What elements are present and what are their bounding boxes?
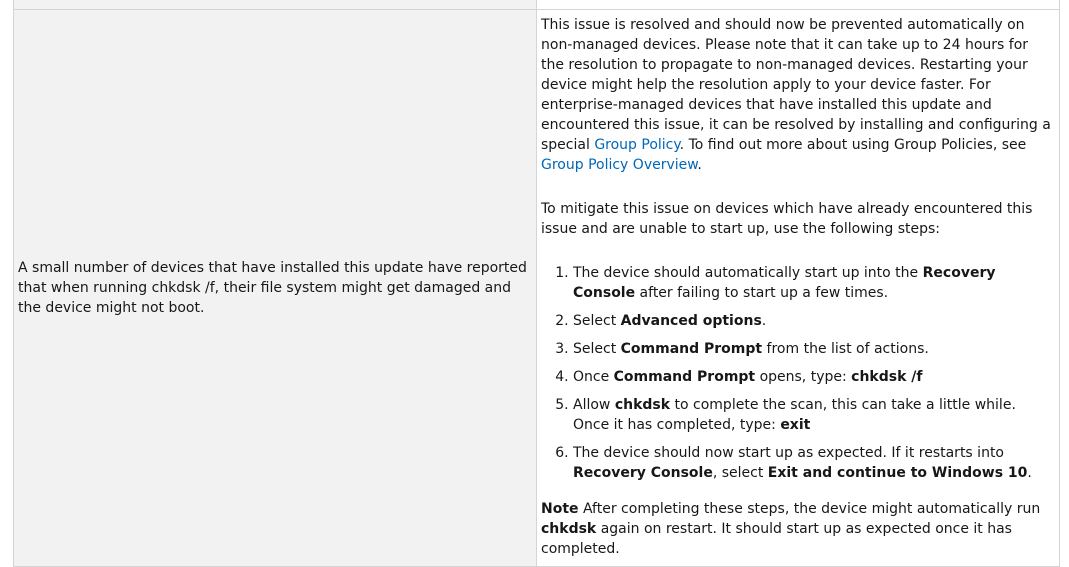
step-text: The device should automatically start up into the bbox=[573, 265, 923, 281]
symptom-cell bbox=[14, 10, 537, 567]
step-bold: chkdsk bbox=[614, 397, 671, 413]
step-text: from the list of actions. bbox=[762, 341, 929, 357]
issue-row bbox=[14, 10, 1060, 567]
step-text: Once bbox=[573, 369, 614, 385]
resolution-text: This issue is resolved and should now be prevented automatically on non-managed devices. Please note that it can take up to 24 hours for the resolution to propagate to non-managed devices. Restarting your device might help the resolution apply to your device faster. For enterprise-managed devices that have installed this update and encountered this issue, it can be resolved by installing and configuring a special bbox=[541, 17, 1051, 153]
step-text: Select bbox=[573, 341, 621, 357]
previous-row-tail bbox=[14, 0, 1060, 10]
step-item bbox=[573, 339, 1055, 359]
step-text: Allow bbox=[573, 397, 615, 413]
step-bold: Recovery Console bbox=[573, 465, 713, 481]
step-text: . bbox=[761, 313, 767, 329]
step-item bbox=[573, 367, 1055, 387]
symptom-text: A small number of devices that have installed this update have reported that when running chkdsk /f, their file system might get damaged and the device might not boot. bbox=[18, 260, 527, 316]
note-label: Note bbox=[541, 501, 579, 517]
step-bold: chkdsk /f bbox=[851, 369, 923, 385]
step-bold: Command Prompt bbox=[620, 341, 763, 357]
group-policy-overview-link[interactable]: Group Policy Overview bbox=[541, 157, 698, 173]
step-text: to complete the scan, this can take a little while. Once it has completed, type: bbox=[573, 397, 1016, 433]
note-text: After completing these steps, the device might automatically run bbox=[578, 501, 1041, 517]
previous-workaround-cell bbox=[537, 0, 1060, 10]
note-text: again on restart. It should start up as expected once it has completed. bbox=[541, 521, 1012, 557]
step-bold: exit bbox=[780, 417, 811, 433]
step-text: . bbox=[1027, 465, 1032, 481]
step-bold: Exit and continue to Windows 10 bbox=[767, 465, 1028, 481]
step-item bbox=[573, 395, 1055, 435]
mitigation-intro: To mitigate this issue on devices which have already encountered this issue and are unable to start up, use the following steps: bbox=[541, 201, 1033, 237]
previous-symptom-cell bbox=[14, 0, 537, 10]
step-item bbox=[573, 263, 1055, 303]
mitigation-steps bbox=[541, 263, 1055, 483]
known-issues-table bbox=[13, 0, 1060, 567]
resolution-paragraph bbox=[541, 15, 1055, 175]
note-paragraph bbox=[541, 499, 1055, 559]
workaround-cell bbox=[537, 10, 1060, 567]
step-item bbox=[573, 311, 1055, 331]
step-text: after failing to start up a few times. bbox=[635, 285, 889, 301]
step-bold: Command Prompt bbox=[613, 369, 756, 385]
step-text: , select bbox=[712, 465, 768, 481]
resolution-text-cont: . To find out more about using Group Policies, see bbox=[679, 137, 1027, 153]
step-bold: Recovery Console bbox=[573, 265, 996, 301]
resolution-text-end: . bbox=[697, 157, 702, 173]
step-text: The device should now start up as expected. If it restarts into bbox=[573, 445, 1004, 461]
group-policy-link[interactable]: Group Policy bbox=[594, 137, 680, 153]
step-text: opens, type: bbox=[755, 369, 852, 385]
note-bold: chkdsk bbox=[541, 521, 597, 537]
step-text: Select bbox=[573, 313, 621, 329]
step-bold: Advanced options bbox=[620, 313, 762, 329]
step-item bbox=[573, 443, 1055, 483]
